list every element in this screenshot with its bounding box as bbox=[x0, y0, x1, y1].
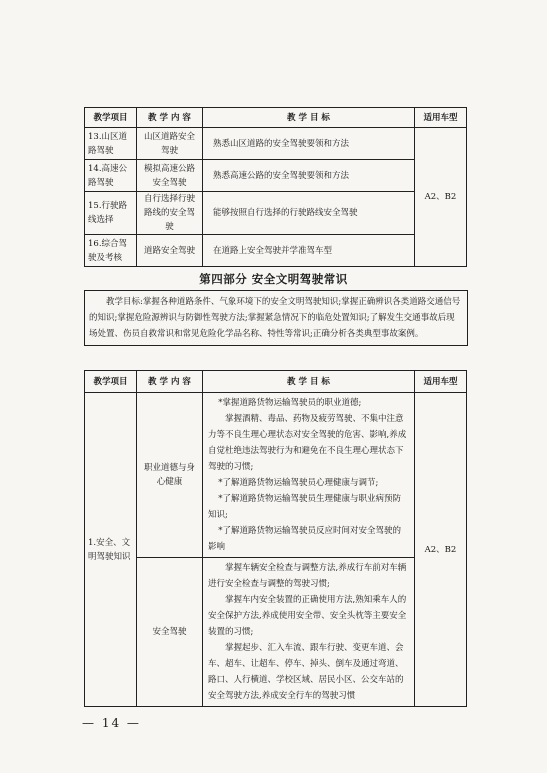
goal-cell bbox=[203, 393, 415, 558]
project-cell: 15.行驶路线选择 bbox=[85, 192, 137, 235]
table-row bbox=[85, 160, 467, 192]
table-row bbox=[85, 235, 467, 267]
page-number: — 14 — bbox=[82, 716, 141, 730]
goal-item: 掌握起步、汇入车流、跟车行驶、变更车道、会车、超车、让超车、停车、掉头、倒车及通过弯道、路口、人行横道、学校区域、居民小区、公交车站的安全驾驶方法,养成安全行车的驾驶习惯 bbox=[208, 643, 404, 701]
curriculum-table-part3 bbox=[84, 107, 467, 267]
header-vehicle: 适用车型 bbox=[415, 108, 467, 128]
header-content: 教 学 内 容 bbox=[137, 371, 203, 393]
table-row bbox=[85, 558, 467, 707]
vehicle-type-cell: A2、B2 bbox=[415, 393, 467, 707]
goal-item: *了解道路货物运输驾驶员心理健康与调节; bbox=[218, 478, 379, 488]
header-content: 教 学 内 容 bbox=[137, 108, 203, 128]
header-project: 教学项目 bbox=[85, 371, 137, 393]
header-project: 教学项目 bbox=[85, 108, 137, 128]
curriculum-table-part4 bbox=[84, 370, 467, 707]
content-cell: 自行选择行驶路线的安全驾驶 bbox=[137, 192, 203, 235]
goal-cell: 能够按照自行选择的行驶路线安全驾驶 bbox=[203, 192, 415, 235]
header-goal: 教 学 目 标 bbox=[203, 108, 415, 128]
goal-item: *掌握道路货物运输驾驶员的职业道德; bbox=[218, 398, 362, 408]
table-header-row bbox=[85, 371, 467, 393]
table-row bbox=[85, 128, 467, 160]
header-vehicle: 适用车型 bbox=[415, 371, 467, 393]
table-row bbox=[85, 192, 467, 235]
goal-item: *了解道路货物运输驾驶员生理健康与职业病预防知识; bbox=[208, 494, 401, 520]
section-title: 第四部分 安全文明驾驶常识 bbox=[199, 272, 348, 286]
content-cell: 安全驾驶 bbox=[137, 558, 203, 707]
project-cell: 1.安全、文明驾驶知识 bbox=[85, 393, 137, 707]
goal-cell bbox=[203, 558, 415, 707]
teaching-objective: 教学目标:掌握各种道路条件、气象环境下的安全文明驾驶知识;掌握正确辨识各类道路交通信号的知识;掌握危险源辨识与防御性驾驶方法;掌握紧急情况下的临危处置知识;了解发生交通事故后现场处置、伤员自救常识和常见危险化学品名称、特性等常识;正确分析各类典型事故案例。 bbox=[84, 290, 468, 346]
goal-item: *了解道路货物运输驾驶员反应时间对安全驾驶的影响 bbox=[208, 526, 401, 552]
project-cell: 14.高速公路驾驶 bbox=[85, 160, 137, 192]
goal-cell: 在道路上安全驾驶并学准驾车型 bbox=[203, 235, 415, 267]
goal-item: 掌握车辆安全检查与调整方法,养成行车前对车辆进行安全检查与调整的驾驶习惯; bbox=[208, 563, 407, 589]
project-cell: 16.综合驾驶及考核 bbox=[85, 235, 137, 267]
table-header-row bbox=[85, 108, 467, 128]
goal-item: 掌握车内安全装置的正确使用方法,熟知乘车人的安全保护方法,养成使用安全带、安全头枕等主要安全装置的习惯; bbox=[208, 595, 407, 637]
goal-cell: 熟悉高速公路的安全驾驶要领和方法 bbox=[203, 160, 415, 192]
header-goal: 教 学 目 标 bbox=[203, 371, 415, 393]
vehicle-type-cell: A2、B2 bbox=[415, 128, 467, 267]
goal-cell: 熟悉山区道路的安全驾驶要领和方法 bbox=[203, 128, 415, 160]
goal-item: 掌握酒精、毒品、药物及疲劳驾驶、不集中注意力等不良生理心理状态对安全驾驶的危害、影响,养成自觉杜绝违法驾驶行为和避免在不良生理心理状态下驾驶的习惯; bbox=[208, 414, 407, 472]
content-cell: 职业道德与身心健康 bbox=[137, 393, 203, 558]
content-cell: 山区道路安全驾驶 bbox=[137, 128, 203, 160]
project-cell: 13.山区道路驾驶 bbox=[85, 128, 137, 160]
content-cell: 模拟高速公路安全驾驶 bbox=[137, 160, 203, 192]
table-row bbox=[85, 393, 467, 558]
content-cell: 道路安全驾驶 bbox=[137, 235, 203, 267]
